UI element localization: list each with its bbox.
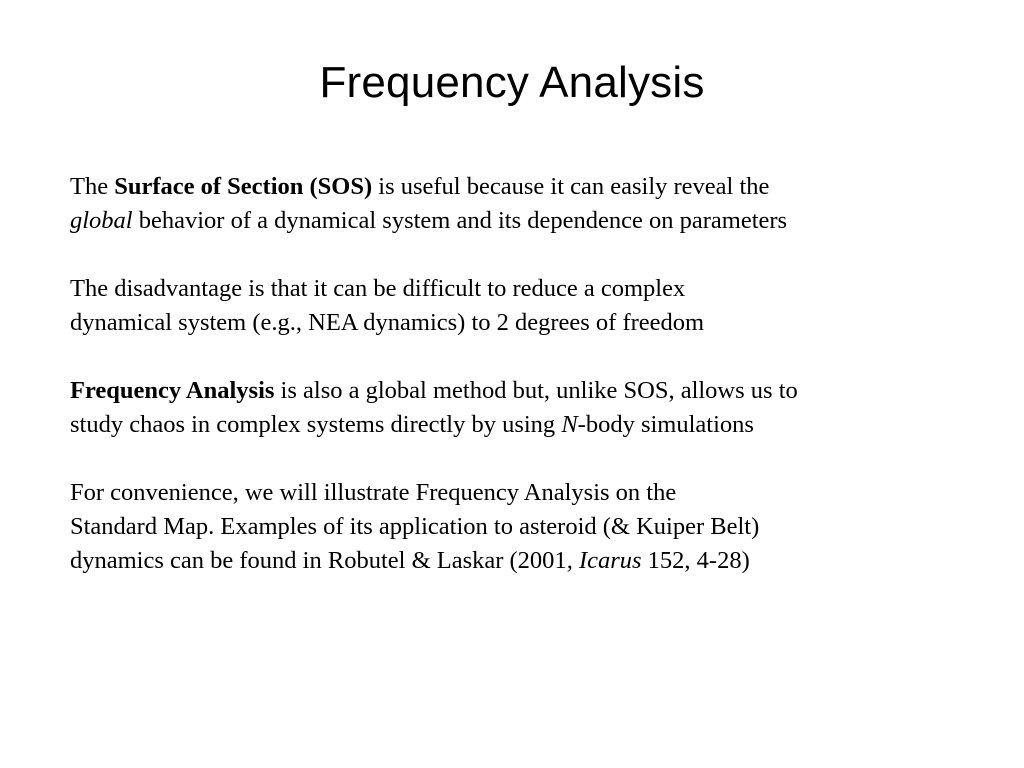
text-span: The <box>70 173 115 200</box>
text-span: is also a global method but, unlike SOS, allows us to <box>274 377 798 404</box>
text-span: study chaos in complex systems directly by using <box>70 411 562 438</box>
italic-term-global: global <box>70 207 133 234</box>
paragraph-line: The disadvantage is that it can be difficult to reduce a complex <box>70 275 686 302</box>
text-span: -body simulations <box>577 411 754 438</box>
text-span: behavior of a dynamical system and its dependence on parameters <box>132 207 788 234</box>
italic-term-icarus: Icarus <box>572 547 642 574</box>
italic-comma: , <box>566 547 573 574</box>
slide-body <box>70 170 970 612</box>
paragraph-convenience <box>70 476 970 578</box>
paragraph-line <box>70 170 970 204</box>
paragraph-frequency-analysis <box>70 374 970 442</box>
paragraph-line <box>70 544 970 578</box>
text-span: 152, 4-28) <box>641 547 750 574</box>
paragraph-line <box>70 408 970 442</box>
bold-term-frequency-analysis: Frequency Analysis <box>70 377 275 404</box>
paragraph-sos <box>70 170 970 238</box>
paragraph-line: Standard Map. Examples of its application to asteroid (& Kuiper Belt) <box>70 513 760 540</box>
italic-term-n: N <box>561 411 578 438</box>
text-span: dynamics can be found in Robutel & Laskar (2001 <box>70 547 567 574</box>
paragraph-line: For convenience, we will illustrate Frequency Analysis on the <box>70 479 677 506</box>
paragraph-line: dynamical system (e.g., NEA dynamics) to 2 degrees of freedom <box>70 309 705 336</box>
slide-title: Frequency Analysis <box>319 58 705 107</box>
bold-term-sos: Surface of Section (SOS) <box>114 173 373 200</box>
paragraph-line <box>70 374 970 408</box>
paragraph-line <box>70 204 970 238</box>
text-span: is useful because it can easily reveal the <box>372 173 770 200</box>
paragraph-disadvantage <box>70 272 970 340</box>
